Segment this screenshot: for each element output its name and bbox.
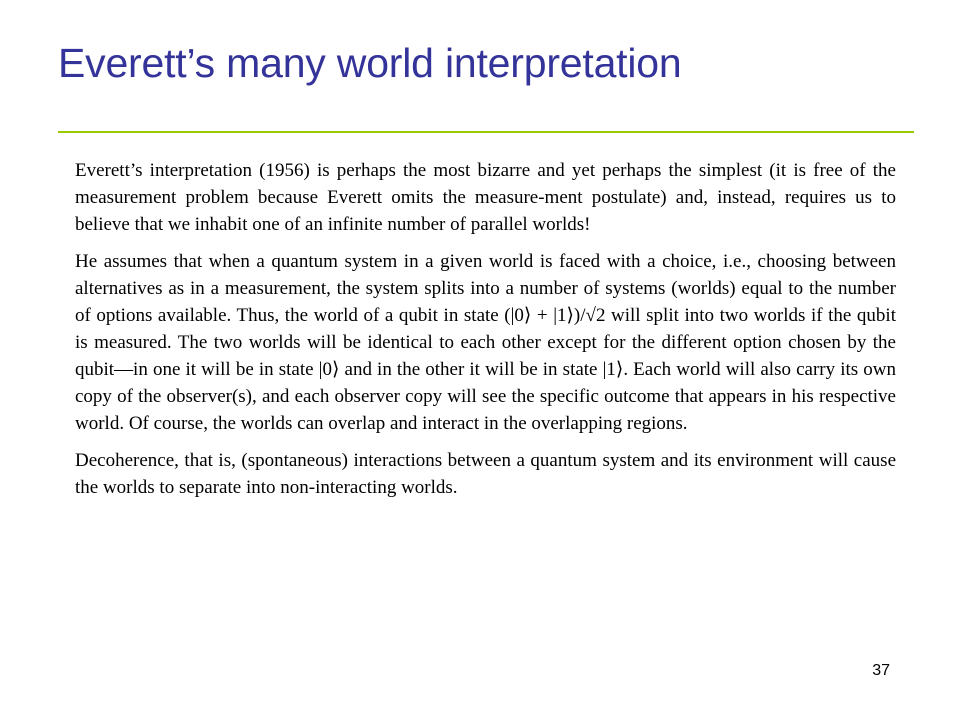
title-divider	[58, 131, 914, 133]
paragraph-interpretation: Everett’s interpretation (1956) is perhaps the most bizarre and yet perhaps the simplest (it is free of the measurement problem because Everett omits the measure-ment postulate) and, instead, requires us to believe that we inhabit one of an infinite number of parallel worlds!	[75, 160, 896, 235]
paragraph-world-splitting: He assumes that when a quantum system in a given world is faced with a choice, i.e., choosing between alternatives as in a measurement, the system splits into a number of systems (worlds) equal to the number of options available. Thus, the world of a qubit in state (|0⟩ + |1⟩)/√2 will split into two worlds if the qubit is measured. The two worlds will be identical to each other except for the different option chosen by the qubit—in one it will be in state |0⟩ and in the other it will be in state |1⟩. Each world will also carry its own copy of the observer(s), and each observer copy will see the specific outcome that appears in his respective world. Of course, the worlds can overlap and interact in the overlapping regions.	[75, 251, 896, 434]
paragraph-decoherence: Decoherence, that is, (spontaneous) interactions between a quantum system and its environment will cause the worlds to separate into non-interacting worlds.	[75, 450, 896, 498]
slide-title: Everett’s many world interpretation	[58, 40, 682, 86]
slide-body	[75, 157, 896, 511]
page-number: 37	[872, 662, 890, 679]
